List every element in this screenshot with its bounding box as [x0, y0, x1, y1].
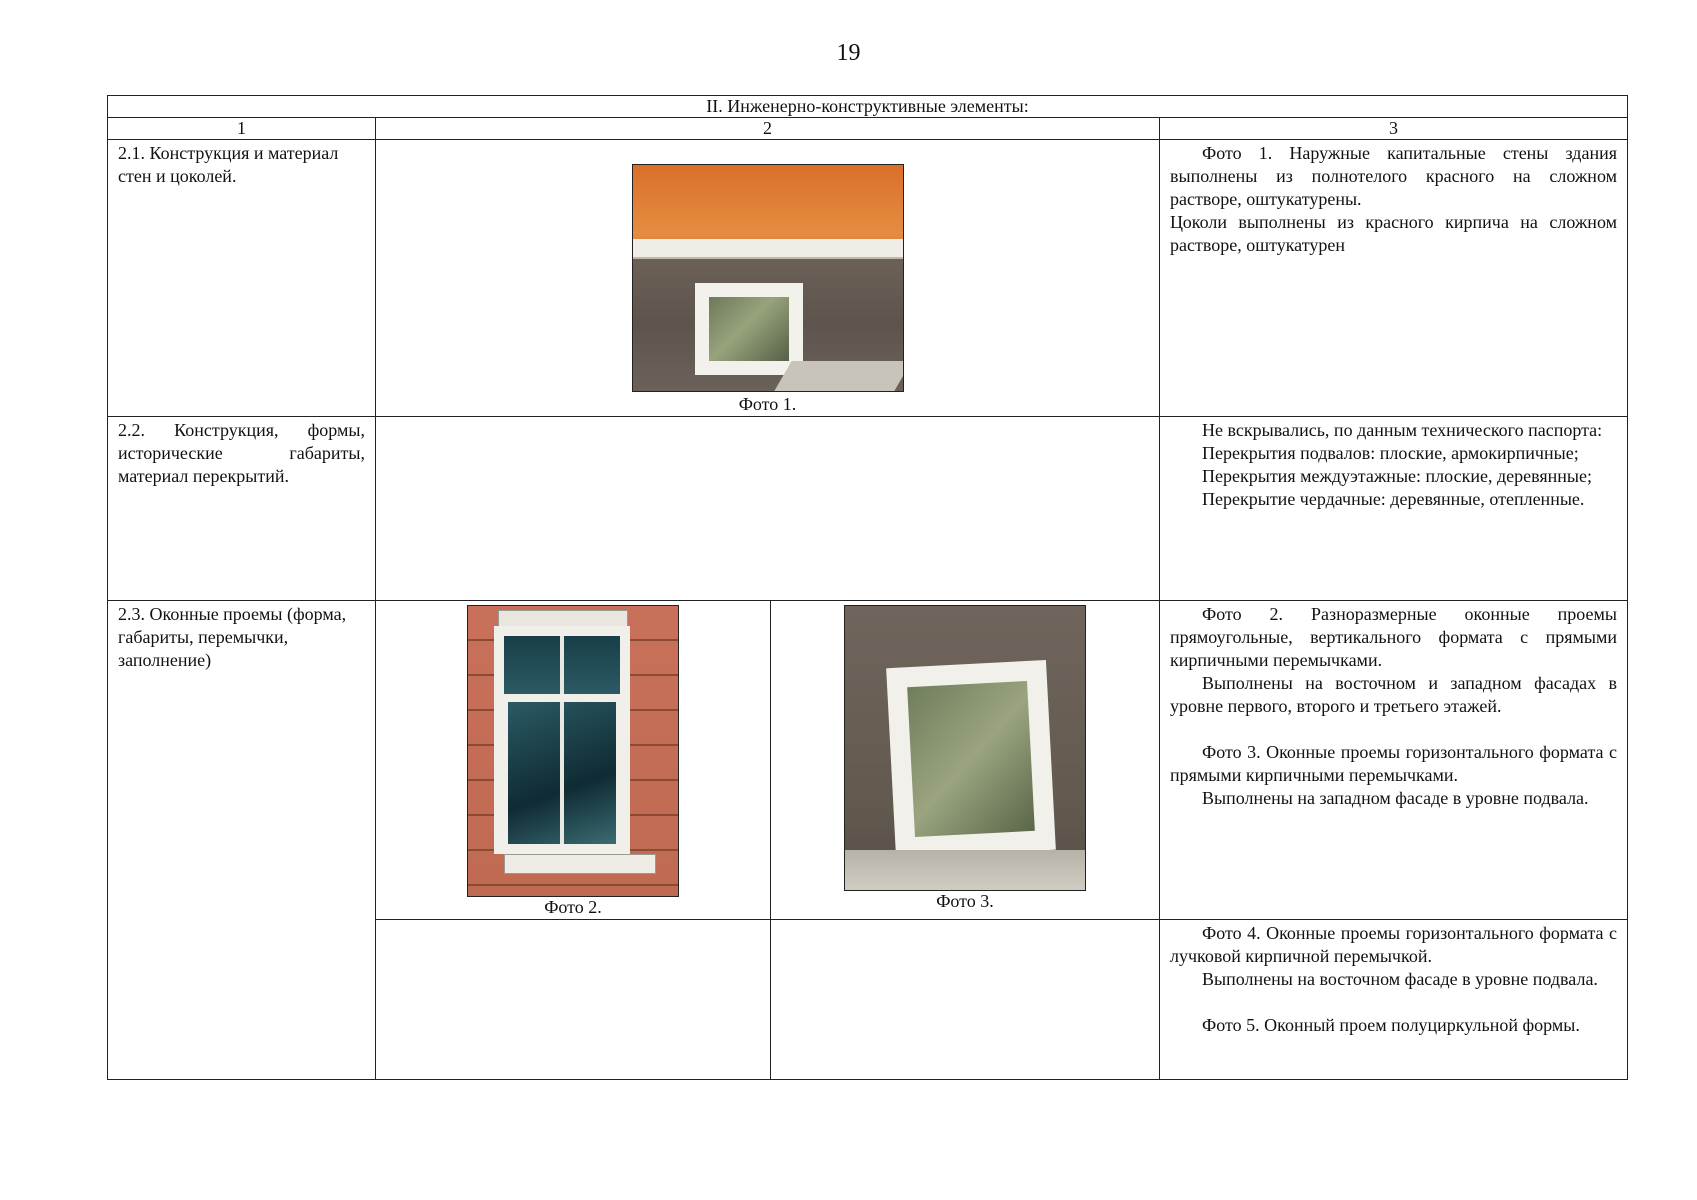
description-walls-p1: Фото 1. Наружные капитальные стены здания выполнены из полнотелого красного на сложном растворе, оштукатурены.: [1170, 143, 1617, 209]
table-row-windows: [108, 601, 1628, 920]
empty-photo-cell-4: [376, 920, 771, 1080]
description-floors-p1: Не вскрывались, по данным технического паспорта:: [1202, 420, 1603, 440]
description-windows-p2: Выполнены на восточном и западном фасадах в уровне первого, второго и третьего этажей.: [1170, 673, 1617, 716]
photo-cell-3: [771, 601, 1160, 920]
photo-2-caption: Фото 2.: [544, 897, 602, 917]
photo-1-image: [632, 164, 904, 392]
description-windows: [1160, 601, 1628, 920]
description-windows-2-p1: Фото 4. Оконные проемы горизонтального формата с лучковой кирпичной перемычкой.: [1170, 923, 1617, 966]
photo-3-caption: Фото 3.: [936, 891, 994, 911]
col-header-1: 1: [108, 118, 376, 140]
empty-photo-cell-5: [771, 920, 1160, 1080]
description-walls: [1160, 140, 1628, 417]
description-floors: [1160, 417, 1628, 601]
description-windows-p3: Фото 3. Оконные проемы горизонтального формата с прямыми кирпичными перемычками.: [1170, 742, 1617, 785]
section-title: II. Инженерно-конструктивные элементы:: [108, 96, 1628, 118]
description-windows-2-p3: Фото 5. Оконный проем полуциркульной формы.: [1202, 1015, 1580, 1035]
description-windows-2-p2: Выполнены на восточном фасаде в уровне подвала.: [1202, 969, 1598, 989]
col-header-2: 2: [376, 118, 1160, 140]
section-title-row: [108, 96, 1628, 118]
photo-cell-2: [376, 601, 771, 920]
row-label-floors-text: 2.2. Конструкция, формы, исторические габариты, материал перекрытий.: [118, 420, 365, 486]
description-walls-p2: Цоколи выполнены из красного кирпича на сложном растворе, оштукатурен: [1170, 212, 1617, 255]
row-label-floors: [108, 417, 376, 601]
row-label-windows-text: 2.3. Оконные проемы (форма, габариты, перемычки, заполнение): [118, 604, 347, 670]
col-header-3: 3: [1160, 118, 1628, 140]
row-label-walls: [108, 140, 376, 417]
engineering-elements-table: [107, 95, 1628, 1080]
photo-cell-1: [376, 140, 1160, 417]
table-row-walls: [108, 140, 1628, 417]
photo-3-image: [844, 605, 1086, 891]
description-floors-p3: Перекрытия междуэтажные: плоские, деревянные;: [1202, 466, 1592, 486]
row-label-walls-text: 2.1. Конструкция и материал стен и цоколей.: [118, 143, 339, 186]
photo-1-caption: Фото 1.: [738, 394, 797, 414]
description-floors-p4: Перекрытие чердачные: деревянные, отепленные.: [1202, 489, 1585, 509]
description-windows-2: [1160, 920, 1628, 1080]
column-header-row: [108, 118, 1628, 140]
description-floors-p2: Перекрытия подвалов: плоские, армокирпичные;: [1202, 443, 1579, 463]
description-windows-p4: Выполнены на западном фасаде в уровне подвала.: [1202, 788, 1589, 808]
photo-2-image: [467, 605, 679, 897]
row-label-windows: [108, 601, 376, 1080]
table-row-floors: [108, 417, 1628, 601]
description-windows-p1: Фото 2. Разноразмерные оконные проемы прямоугольные, вертикального формата с прямыми кирпичными перемычками.: [1170, 604, 1617, 670]
page-number: 19: [836, 40, 861, 66]
empty-photo-cell-floors: [376, 417, 1160, 601]
